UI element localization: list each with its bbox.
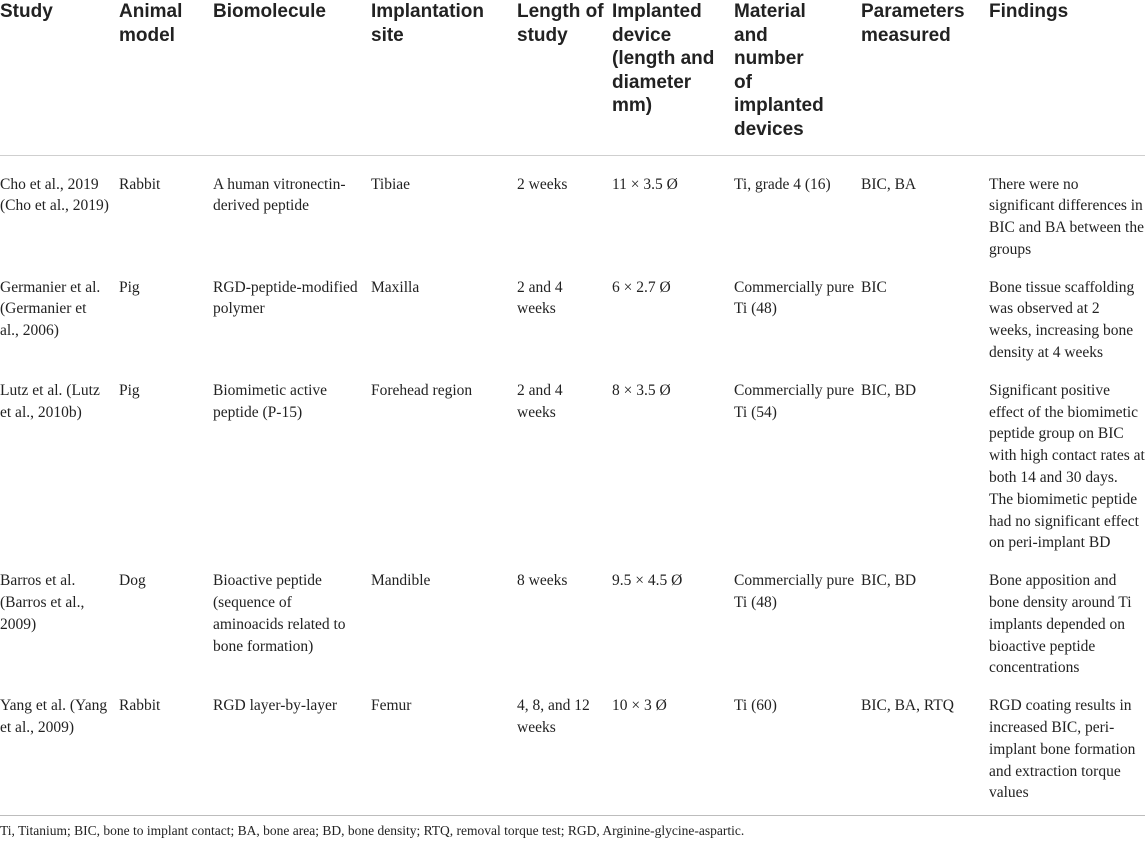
table-row [0,364,1145,554]
cell-animal-model: Rabbit [119,697,161,715]
table-bottom-divider [0,815,1145,816]
cell-biomolecule: RGD-peptide-modified polymer [213,278,358,318]
cell-parameters-measured: BIC, BA, RTQ [861,697,954,715]
cell-findings: Significant positive effect of the biomimetic peptide group on BIC with high contact rates at both 14 and 30 days. The biomimetic peptide had no significant effect on peri-implant BD [989,381,1145,552]
header-animal-model: Animal model [119,1,183,46]
cell-implantation-site: Tibiae [371,175,411,193]
cell-material-number: Commercially pure Ti (48) [734,278,855,318]
cell-study: Lutz et al. (Lutz et al., 2010b) [0,381,100,421]
cell-findings: RGD coating results in increased BIC, peri-implant bone formation and extraction torque values [989,697,1136,802]
table-row [0,155,1145,261]
cell-animal-model: Pig [119,381,140,399]
header-study: Study [0,1,53,22]
header-length-of-study: Length of study [517,1,604,46]
header-findings: Findings [989,1,1069,22]
cell-animal-model: Dog [119,572,146,590]
header-implanted-device: Implanted device (length and diameter mm) [612,1,715,116]
cell-length-of-study: 8 weeks [517,572,568,590]
cell-parameters-measured: BIC, BA [861,175,917,193]
cell-animal-model: Pig [119,278,140,296]
cell-implantation-site: Maxilla [371,278,420,296]
cell-biomolecule: A human vitronectin-derived peptide [213,175,346,215]
cell-study: Barros et al. (Barros et al., 2009) [0,572,85,633]
cell-implanted-device: 8 × 3.5 Ø [612,381,671,399]
header-implantation-site: Implantation site [371,1,484,46]
header-parameters-measured: Parameters measured [861,1,965,46]
cell-findings: Bone apposition and bone density around Ti implants depended on bioactive peptide concentrations [989,572,1132,677]
cell-study: Cho et al., 2019 (Cho et al., 2019) [0,175,109,215]
cell-length-of-study: 2 weeks [517,175,568,193]
cell-findings: Bone tissue scaffolding was observed at 2 weeks, increasing bone density at 4 weeks [989,278,1135,362]
table-row [0,261,1145,364]
cell-biomolecule: RGD layer-by-layer [213,697,338,715]
cell-parameters-measured: BIC, BD [861,381,917,399]
cell-implanted-device: 10 × 3 Ø [612,697,667,715]
cell-study: Yang et al. (Yang et al., 2009) [0,697,108,737]
cell-parameters-measured: BIC, BD [861,572,917,590]
table-row [0,554,1145,679]
cell-biomolecule: Biomimetic active peptide (P-15) [213,381,328,421]
cell-implanted-device: 9.5 × 4.5 Ø [612,572,683,590]
table-footnote: Ti, Titanium; BIC, bone to implant contact; BA, bone area; BD, bone density; RTQ, removal torque test; RGD, Arginine-glycine-aspartic. [0,823,745,838]
header-material-number: Material and number of implanted devices [734,1,824,140]
cell-length-of-study: 2 and 4 weeks [517,278,563,318]
cell-biomolecule: Bioactive peptide (sequence of aminoacids related to bone formation) [213,572,346,655]
table-row [0,679,1145,804]
cell-material-number: Commercially pure Ti (48) [734,572,855,612]
cell-implantation-site: Mandible [371,572,431,590]
cell-length-of-study: 2 and 4 weeks [517,381,563,421]
cell-animal-model: Rabbit [119,175,161,193]
cell-material-number: Commercially pure Ti (54) [734,381,855,421]
cell-length-of-study: 4, 8, and 12 weeks [517,697,590,737]
cell-study: Germanier et al. (Germanier et al., 2006) [0,278,101,340]
header-biomolecule: Biomolecule [213,1,326,22]
cell-implanted-device: 6 × 2.7 Ø [612,278,671,296]
cell-parameters-measured: BIC [861,278,887,296]
cell-findings: There were no significant differences in BIC and BA between the groups [989,175,1144,258]
cell-implantation-site: Femur [371,697,412,715]
cell-implanted-device: 11 × 3.5 Ø [612,175,678,193]
header-row [0,0,1145,155]
cell-implantation-site: Forehead region [371,381,473,399]
cell-material-number: Ti, grade 4 (16) [734,175,831,193]
cell-material-number: Ti (60) [734,697,777,715]
